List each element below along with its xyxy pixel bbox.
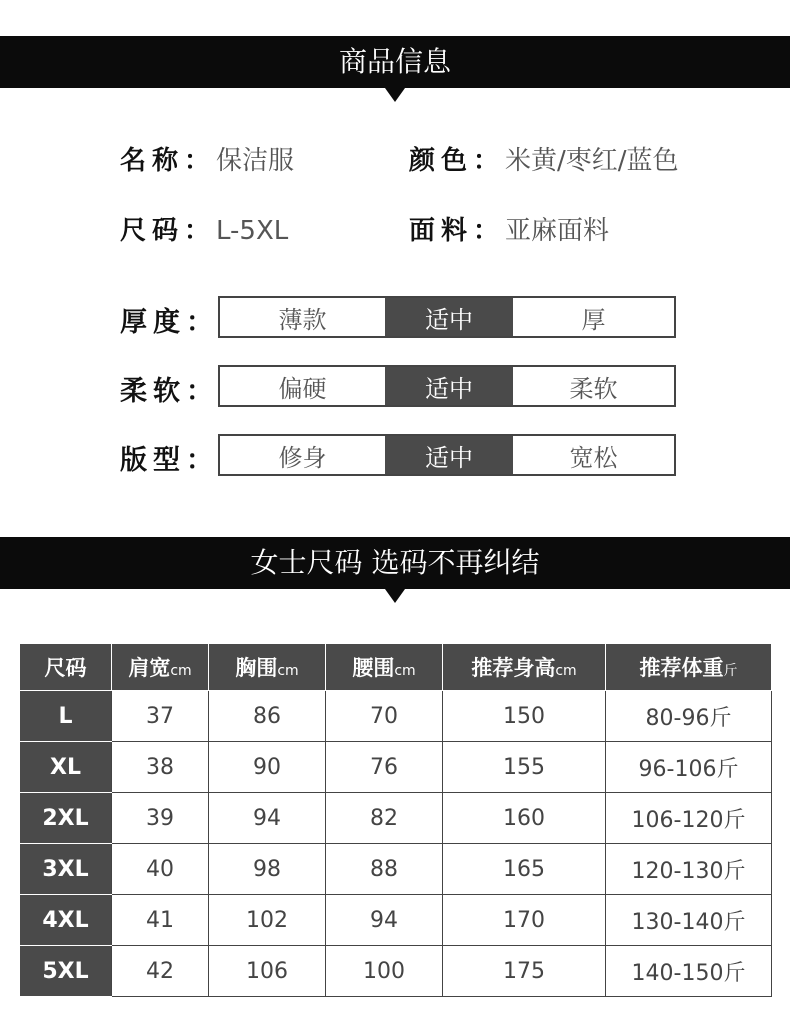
table-cell: 80-96斤	[606, 691, 772, 742]
scale-option: 修身	[278, 443, 327, 472]
table-cell: 106-120斤	[606, 793, 772, 844]
table-cell: 102	[209, 895, 326, 946]
scale-option-selected: 适中	[385, 436, 513, 474]
table-cell: 76	[326, 742, 443, 793]
info-color	[409, 140, 679, 177]
table-cell: 155	[443, 742, 606, 793]
down-arrow-icon	[385, 589, 405, 603]
table-header-row	[20, 644, 772, 691]
scale-option: 偏硬	[278, 374, 327, 403]
scale-option: 宽松	[569, 443, 618, 472]
size-cell: XL	[20, 742, 112, 793]
table-cell: 170	[443, 895, 606, 946]
table-cell: 98	[209, 844, 326, 895]
fabric-value: 亚麻面料	[505, 216, 610, 246]
thickness-label: 厚度：	[120, 307, 219, 338]
info-name	[120, 140, 294, 177]
size-label: 尺码：	[120, 216, 217, 246]
color-label: 颜色：	[409, 146, 506, 176]
table-cell: 90	[209, 742, 326, 793]
size-cell: 5XL	[20, 946, 112, 997]
table-cell: 82	[326, 793, 443, 844]
name-value: 保洁服	[216, 146, 295, 176]
size-cell: 2XL	[20, 793, 112, 844]
size-cell: 3XL	[20, 844, 112, 895]
table-cell: 130-140斤	[606, 895, 772, 946]
table-cell: 94	[326, 895, 443, 946]
thickness-scale	[218, 296, 676, 338]
table-row	[20, 793, 772, 844]
table-header: 胸围cm	[209, 644, 326, 691]
name-label: 名称：	[120, 146, 217, 176]
softness-scale	[218, 365, 676, 407]
down-arrow-icon	[385, 88, 405, 102]
table-header: 尺码	[20, 644, 112, 691]
table-row	[20, 895, 772, 946]
section-banner-size-chart	[0, 537, 790, 589]
table-cell: 41	[112, 895, 209, 946]
size-cell: 4XL	[20, 895, 112, 946]
table-cell: 70	[326, 691, 443, 742]
table-cell: 88	[326, 844, 443, 895]
fabric-label: 面料：	[409, 216, 506, 246]
table-cell: 106	[209, 946, 326, 997]
fit-scale	[218, 434, 676, 476]
table-cell: 160	[443, 793, 606, 844]
table-cell: 140-150斤	[606, 946, 772, 997]
table-cell: 100	[326, 946, 443, 997]
table-cell: 86	[209, 691, 326, 742]
table-row	[20, 946, 772, 997]
fit-label: 版型：	[120, 445, 219, 476]
scale-option: 薄款	[278, 305, 327, 334]
table-cell: 150	[443, 691, 606, 742]
size-cell: L	[20, 691, 112, 742]
size-table	[19, 643, 772, 997]
table-cell: 165	[443, 844, 606, 895]
scale-option: 厚	[581, 305, 606, 334]
table-row	[20, 691, 772, 742]
info-size	[120, 210, 288, 247]
table-cell: 175	[443, 946, 606, 997]
table-header: 腰围cm	[326, 644, 443, 691]
color-value: 米黄/枣红/蓝色	[505, 146, 679, 176]
table-cell: 39	[112, 793, 209, 844]
scale-option: 柔软	[569, 374, 618, 403]
info-fabric	[409, 210, 609, 247]
table-cell: 94	[209, 793, 326, 844]
table-cell: 37	[112, 691, 209, 742]
table-row	[20, 844, 772, 895]
table-cell: 96-106斤	[606, 742, 772, 793]
table-cell: 42	[112, 946, 209, 997]
softness-label: 柔软：	[120, 376, 219, 407]
table-cell: 120-130斤	[606, 844, 772, 895]
section-title: 女士尺码 选码不再纠结	[250, 546, 540, 579]
section-title: 商品信息	[338, 45, 451, 78]
size-value: L-5XL	[216, 216, 289, 246]
table-cell: 40	[112, 844, 209, 895]
section-banner-product-info	[0, 36, 790, 88]
table-row	[20, 742, 772, 793]
scale-option-selected: 适中	[385, 298, 513, 336]
scale-option-selected: 适中	[385, 367, 513, 405]
table-header: 推荐体重斤	[606, 644, 772, 691]
table-cell: 38	[112, 742, 209, 793]
table-header: 推荐身高cm	[443, 644, 606, 691]
table-header: 肩宽cm	[112, 644, 209, 691]
